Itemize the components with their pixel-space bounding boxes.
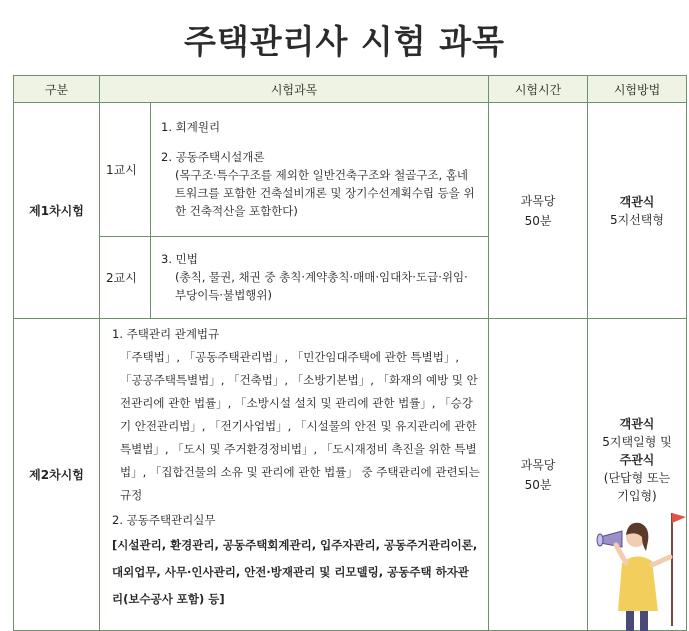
exam2-subjects [100, 319, 489, 631]
exam1-session2-label: 2교시 [100, 237, 151, 319]
subject-practice-detail: [시설관리, 환경관리, 공동주택회계관리, 입주자관리, 공동주거관리이론, 대외업무, 사무·인사관리, 안전·방재관리 및 리모델링, 공동주택 하자관리(보수공사 포함) 등] [112, 538, 478, 606]
header-method: 시험방법 [588, 76, 687, 103]
subject-housing-law-list: 「주택법」, 「공동주택관리법」, 「민간임대주택에 관한 특별법」, 「공공주택특별법」, 「건축법」, 「소방기본법」, 「화재의 예방 및 안전관리에 관한 법률」, 「소방시설 설치 및 관리에 관한 법률」, 「승강기 안전관리법」, 「전기사업법」, 「시설물의 안전 및 유지관리에 관한 특별법」, 「도시 및 주거환경정비법」, 「도시재정비 촉진을 위한 특별법」, 「집합건물의 소유 및 관리에 관한 법률」 중 주택관리에 관련되는 규정 [120, 350, 480, 502]
exam2-time [489, 319, 588, 631]
exam2-time-line2: 50분 [524, 477, 552, 492]
exam1-session1-subjects [151, 103, 489, 237]
subject-facilities-note: (목구조·특수구조를 제외한 일반건축구조와 철골구조, 홈네트워크를 포함한 건축설비개론 및 장기수선계획수립 등을 위한 건축적산을 포함한다) [175, 167, 475, 218]
subject-facilities: 2. 공동주택시설개론 [161, 149, 265, 164]
exam1-session1-label: 1교시 [100, 103, 151, 237]
exam2-method-line1: 객관식 [619, 417, 655, 431]
subject-accounting: 1. 회계원리 [161, 119, 221, 134]
exam-subjects-table [13, 75, 687, 631]
page-title: 주택관리사 시험 과목 [184, 22, 505, 61]
exam1-session1-row [14, 103, 687, 237]
subject-housing-law: 1. 주택관리 관계법규 [112, 327, 220, 341]
subject-practice: 2. 공동주택관리실무 [112, 513, 216, 527]
header-time: 시험시간 [489, 76, 588, 103]
exam1-session2-subjects [151, 237, 489, 319]
subject-civil-law-note: (총칙, 물권, 채권 중 총칙·계약총칙·매매·임대차·도급·위임·부당이득·불법행위) [175, 269, 468, 302]
exam2-name: 제2차시험 [14, 319, 100, 631]
exam2-row [14, 319, 687, 631]
exam1-time [489, 103, 588, 319]
header-row [14, 76, 687, 103]
exam2-method-line2: 5지택일형 및 [602, 435, 672, 449]
subject-civil-law: 3. 민법 [161, 251, 198, 266]
header-subjects: 시험과목 [100, 76, 489, 103]
exam2-method-line5: 기입형) [617, 489, 657, 503]
exam2-method-line3: 주관식 [619, 453, 655, 467]
exam2-time-line1: 과목당 [520, 457, 556, 472]
exam1-method [588, 103, 687, 319]
header-category: 구분 [14, 76, 100, 103]
exam1-method-sub: 5지선택형 [609, 212, 664, 227]
exam1-time-line1: 과목당 [520, 193, 556, 208]
exam1-time-line2: 50분 [524, 213, 552, 228]
exam1-method-main: 객관식 [619, 194, 655, 209]
exam2-method-line4: (단답형 또는 [603, 471, 671, 485]
megaphone-woman-illustration [592, 501, 687, 631]
exam1-name: 제1차시험 [14, 103, 100, 319]
